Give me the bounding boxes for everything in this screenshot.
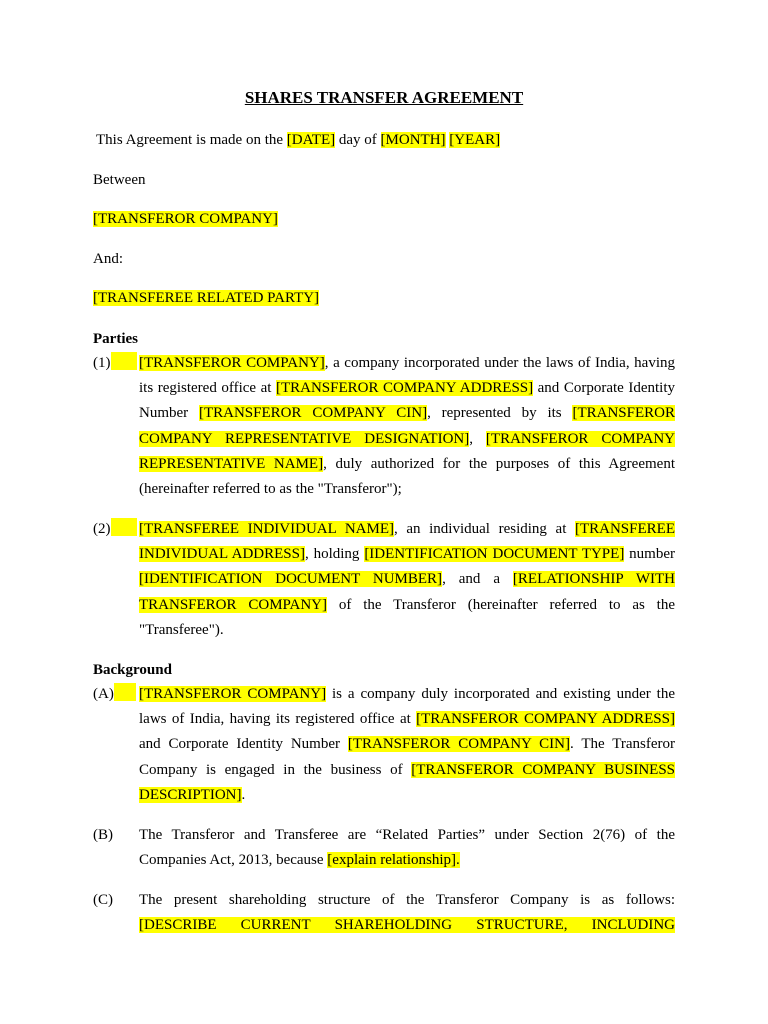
clause-text: . [241,786,246,803]
clause-text: , represented by its [427,405,573,422]
clause-body [139,517,675,643]
placeholder[interactable]: [TRANSFEROR COMPANY CIN] [347,736,570,753]
clause-text: The Transferor and Transferee are “Related Parties” under Section 2(76) of the Companies Act, 2013, because [139,827,675,869]
placeholder[interactable]: [TRANSFEREE INDIVIDUAL ADDRESS] [139,521,675,563]
placeholder[interactable]: [TRANSFEROR COMPANY] [139,355,325,371]
parties-heading: Parties [93,331,138,347]
background-b-clause [93,823,675,873]
clause-text: and Corporate Identity Number [139,380,675,422]
placeholder[interactable]: [TRANSFEROR COMPANY ADDRESS] [416,711,675,728]
clause-number [93,351,137,376]
clause-body [139,888,675,938]
clause-number [93,682,136,707]
clause-text: number [624,546,675,563]
clause-text: . The Transferor Company is engaged in the business of [139,736,675,778]
highlight-gap [111,518,137,536]
intro-line [96,130,500,150]
clause-number: (C) [93,892,113,908]
clause-text: , an individual residing at [394,521,575,537]
party-2-clause [93,517,675,643]
transferor-company-line [93,209,278,229]
placeholder[interactable]: [TRANSFEREE INDIVIDUAL NAME] [139,521,394,537]
placeholder[interactable]: [DESCRIBE CURRENT SHAREHOLDING STRUCTURE, INCLUDING [139,917,675,934]
between-label: Between [93,172,146,188]
background-a-clause [93,682,675,808]
placeholder[interactable]: [TRANSFEROR COMPANY ADDRESS] [275,380,534,397]
clause-number-text: (2) [93,521,111,537]
intro-text: This Agreement is made on the [96,132,284,148]
placeholder[interactable]: [TRANSFEROR COMPANY REPRESENTATIVE DESIGNATION] [139,405,675,447]
placeholder[interactable]: [IDENTIFICATION DOCUMENT TYPE] [364,546,625,563]
placeholder[interactable]: [TRANSFEROR COMPANY BUSINESS DESCRIPTION] [139,761,675,803]
intro-text-day-of: day of [338,132,377,148]
month-placeholder[interactable]: [MONTH] [380,132,446,148]
clause-text: , holding [304,546,365,563]
transferor-company-placeholder[interactable]: [TRANSFEROR COMPANY] [93,211,278,227]
clause-text: , duly authorized for the purposes of this Agreement (hereinafter referred to as the "Transferor"); [139,455,675,498]
placeholder[interactable]: [TRANSFEROR COMPANY] [139,686,327,702]
clause-number: (B) [93,827,113,843]
clause-text: is a company duly incorporated and existing under the laws of India, having its registered office at [139,686,675,728]
clause-number [93,517,137,542]
clause-text: and Corporate Identity Number [139,736,348,753]
clause-text: , and a [442,571,513,588]
and-label: And: [93,251,123,267]
clause-text: , [469,430,486,447]
clause-number-text: (1) [93,355,111,371]
document-title: SHARES TRANSFER AGREEMENT [244,88,524,107]
background-c-clause [93,888,675,938]
transferee-party-line [93,288,319,308]
clause-body [139,823,675,873]
clause-body [139,351,675,502]
placeholder[interactable]: [IDENTIFICATION DOCUMENT NUMBER] [139,571,443,588]
placeholder[interactable]: [explain relationship]. [327,852,460,869]
highlight-gap [114,683,136,701]
transferee-party-placeholder[interactable]: [TRANSFEREE RELATED PARTY] [93,290,320,306]
placeholder[interactable]: [RELATIONSHIP WITH TRANSFEROR COMPANY] [139,571,675,613]
background-heading: Background [93,662,172,678]
year-placeholder[interactable]: [YEAR] [449,132,501,148]
placeholder[interactable]: [TRANSFEROR COMPANY REPRESENTATIVE NAME] [139,430,676,472]
placeholder[interactable]: [TRANSFEROR COMPANY CIN] [198,405,428,422]
clause-text: The present shareholding structure of the Transferor Company is as follows: [139,892,675,908]
date-placeholder[interactable]: [DATE] [286,132,336,148]
clause-body [139,682,675,808]
party-1-clause [93,351,675,502]
clause-number-text: (A) [93,686,114,702]
clause-text: of the Transferor (hereinafter referred to as the "Transferee"). [139,596,675,638]
clause-text: , a company incorporated under the laws of India, having its registered office at [139,355,675,397]
highlight-gap [111,352,137,370]
